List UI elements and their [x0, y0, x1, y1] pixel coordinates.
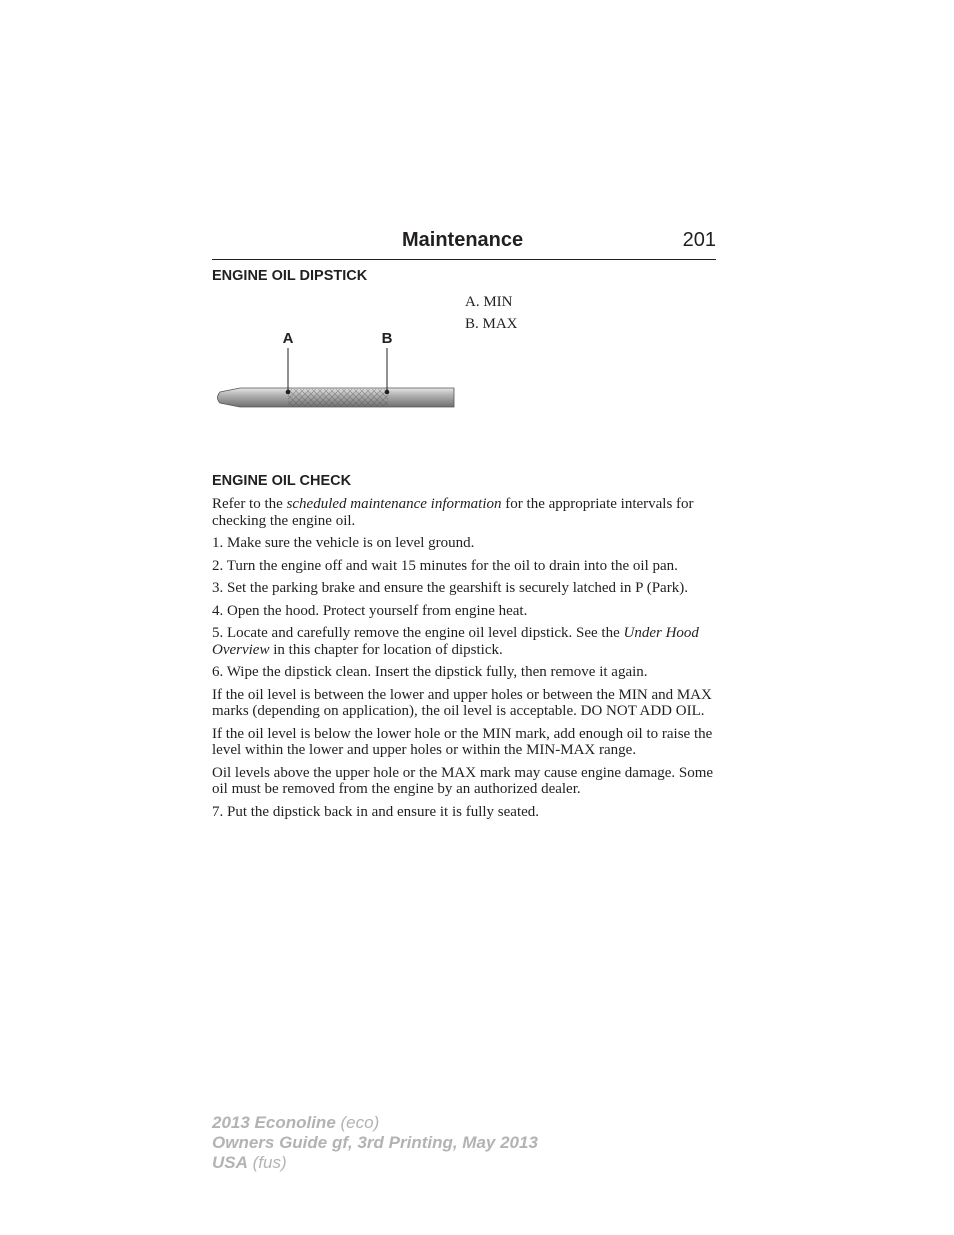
legend-item-max: B. MAX: [465, 316, 518, 332]
step-7: 7. Put the dipstick back in and ensure it is fully seated.: [212, 803, 540, 820]
label-b: B: [381, 330, 393, 347]
dipstick-legend: [465, 291, 518, 335]
footer-market-line: USA (fus): [212, 1153, 287, 1172]
step-2: 2. Turn the engine off and wait 15 minutes for the oil to drain into the oil pan.: [212, 557, 678, 574]
legend-item-min: A. MIN: [465, 294, 513, 310]
step-6: 6. Wipe the dipstick clean. Insert the dipstick fully, then remove it again.: [212, 664, 648, 680]
step-3: 3. Set the parking brake and ensure the gearshift is securely latched in P (Park).: [212, 580, 688, 596]
step-1: 1. Make sure the vehicle is on level ground.: [212, 535, 475, 551]
step-5: 5. Locate and carefully remove the engine oil level dipstick. See the Under Hood Overview in this chapter for location of dipstick.: [212, 625, 699, 658]
max-mark-dot: [385, 390, 390, 395]
knurled-zone: [288, 389, 388, 406]
step-4: 4. Open the hood. Protect yourself from engine heat.: [212, 602, 528, 619]
min-mark-dot: [286, 390, 291, 395]
engine-oil-dipstick-heading: ENGINE OIL DIPSTICK: [212, 268, 368, 284]
page-number: 201: [682, 229, 716, 251]
oil-level-acceptable-paragraph: If the oil level is between the lower and upper holes or between the MIN and MAX marks (depending on application), the oil level is acceptable. DO NOT ADD OIL.: [212, 686, 712, 719]
oil-level-low-paragraph: If the oil level is below the lower hole or the MIN mark, add enough oil to raise the level within the lower and upper holes or within the MIN-MAX range.: [212, 725, 713, 758]
label-a: A: [282, 330, 294, 347]
dipstick-illustration: [212, 325, 462, 415]
engine-oil-check-heading: ENGINE OIL CHECK: [212, 473, 352, 489]
page-header: [212, 229, 716, 260]
oil-check-body: [212, 496, 716, 826]
page-footer: [212, 1113, 538, 1173]
section-title: Maintenance: [402, 229, 524, 251]
footer-guide-line: Owners Guide gf, 3rd Printing, May 2013: [212, 1133, 538, 1152]
dipstick-drawing: [212, 325, 462, 415]
intro-paragraph: Refer to the scheduled maintenance information for the appropriate intervals for checking the engine oil.: [212, 496, 694, 529]
scheduled-maintenance-reference: scheduled maintenance information: [286, 496, 502, 512]
under-hood-overview-reference: Under Hood Overview: [212, 625, 699, 658]
oil-level-high-paragraph: Oil levels above the upper hole or the MAX mark may cause engine damage. Some oil must be removed from the engine by an authorized dealer.: [212, 764, 714, 797]
footer-model-line: 2013 Econoline (eco): [212, 1113, 380, 1132]
